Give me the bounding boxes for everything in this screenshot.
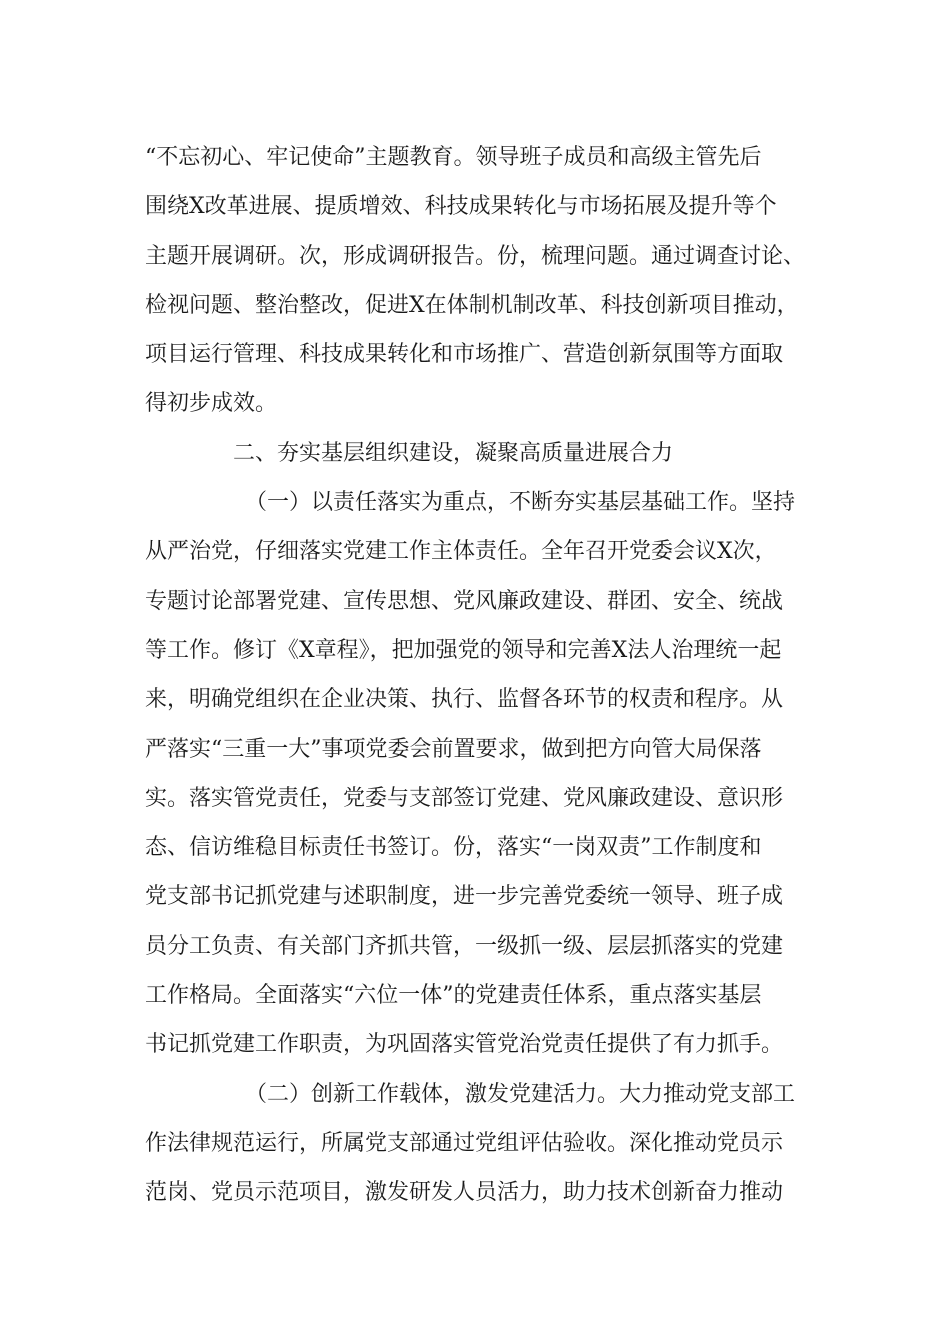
- text-line: 实。落实管党责任，党委与支部签订党建、党风廉政建设、意识形: [145, 785, 784, 811]
- text-line: 从严治党，仔细落实党建工作主体责任。全年召开党委会议X次，: [145, 539, 777, 565]
- text-line: “不忘初心、牢记使命”主题教育。领导班子成员和高级主管先后: [145, 145, 762, 170]
- text-line: 等工作。修订《X章程》，把加强党的领导和完善X法人治理统一起: [145, 637, 782, 663]
- text-line: 作法律规范运行，所属党支部通过党组评估验收。深化推动党员示: [145, 1130, 784, 1156]
- subsection-heading-line: （二）创新工作载体，激发党建活力。大力推动党支部工: [245, 1081, 796, 1107]
- text-line: 得初步成效。: [145, 391, 278, 417]
- text-line: 项目运行管理、科技成果转化和市场推广、营造创新氛围等方面取: [145, 342, 784, 368]
- text-line: 专题讨论部署党建、宣传思想、党风廉政建设、群团、安全、统战: [145, 588, 784, 614]
- text-line: 员分工负责、有关部门齐抓共管，一级抓一级、层层抓落实的党建: [145, 933, 784, 959]
- text-line: 态、信访维稳目标责任书签订。份，落实“一岗双责”工作制度和: [145, 835, 762, 861]
- text-line: 主题开展调研。次，形成调研报告。份，梳理问题。通过调查讨论、: [145, 243, 806, 269]
- text-line: 党支部书记抓党建与述职制度，进一步完善党委统一领导、班子成: [145, 884, 784, 910]
- document-body: [145, 133, 825, 1218]
- text-line: 范岗、党员示范项目，激发研发人员活力，助力技术创新奋力推动: [145, 1180, 784, 1206]
- text-line: 检视问题、整治整改，促进X在体制机制改革、科技创新项目推动，: [145, 292, 799, 318]
- text-line: 来，明确党组织在企业决策、执行、监督各环节的权责和程序。从: [145, 687, 784, 713]
- text-line: 围绕X改革进展、提质增效、科技成果转化与市场拓展及提升等个: [145, 194, 777, 220]
- text-line: 书记抓党建工作职责，为巩固落实管党治党责任提供了有力抓手。: [145, 1032, 784, 1058]
- text-line: 工作格局。全面落实“六位一体”的党建责任体系，重点落实基层: [145, 983, 762, 1009]
- section-heading: 二、夯实基层组织建设，凝聚高质量进展合力: [233, 440, 674, 466]
- text-line: 严落实“三重一大”事项党委会前置要求，做到把方向管大局保落: [145, 736, 762, 762]
- subsection-heading-line: （一）以责任落实为重点，不断夯实基层基础工作。坚持: [245, 490, 796, 516]
